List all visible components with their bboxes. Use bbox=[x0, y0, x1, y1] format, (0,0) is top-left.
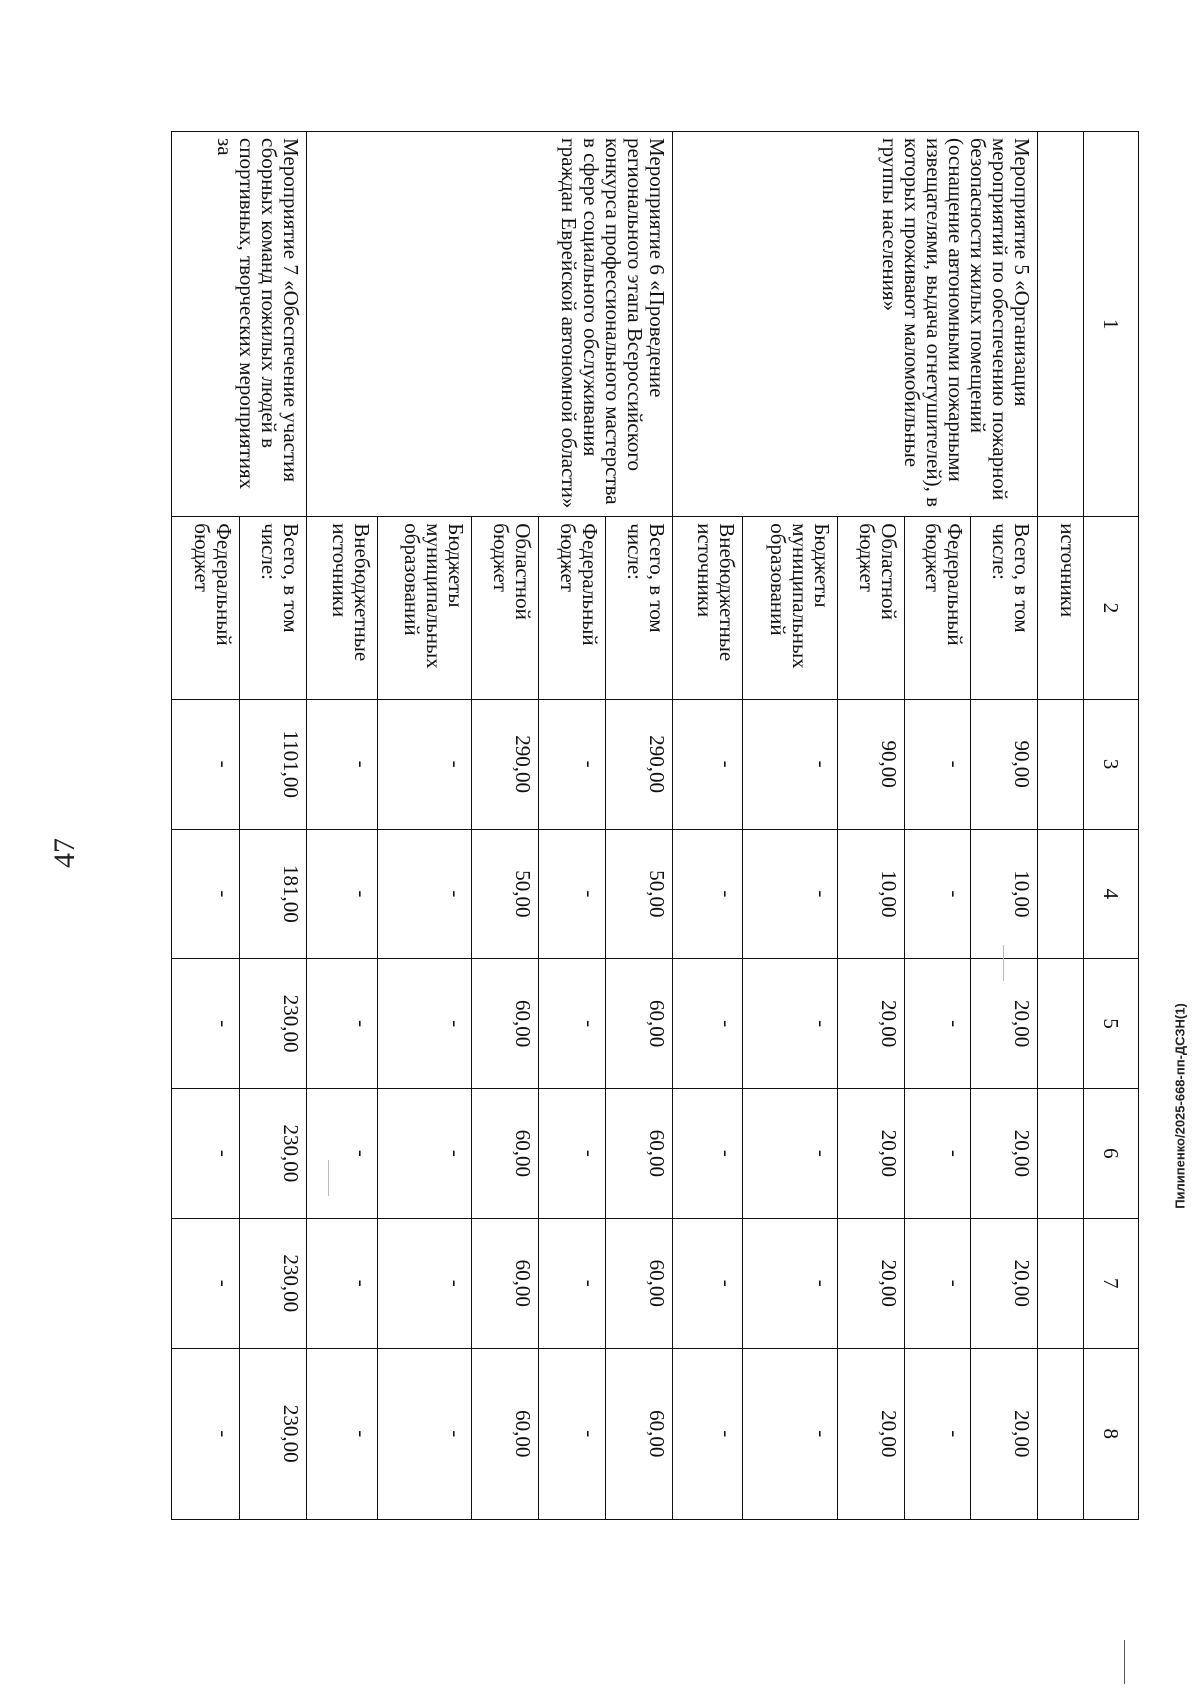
value-cell: - bbox=[672, 829, 743, 959]
value-cell: 20,00 bbox=[837, 1218, 904, 1348]
header-cell: 7 bbox=[1083, 1218, 1138, 1348]
value-cell: - bbox=[538, 959, 605, 1089]
value-cell: - bbox=[904, 1218, 971, 1348]
source-cell: Федеральный бюджет bbox=[904, 517, 971, 699]
budget-table bbox=[171, 131, 1139, 1520]
value-cell: - bbox=[743, 959, 838, 1089]
value-cell: - bbox=[538, 829, 605, 959]
value-cell: 10,00 bbox=[837, 829, 904, 959]
value-cell: 60,00 bbox=[605, 959, 672, 1089]
value-cell: - bbox=[377, 699, 472, 829]
value-cell: 60,00 bbox=[472, 959, 539, 1089]
value-cell: 50,00 bbox=[605, 829, 672, 959]
value-cell: - bbox=[172, 1089, 240, 1219]
value-cell: - bbox=[377, 1089, 472, 1219]
value-cell: - bbox=[307, 699, 378, 829]
value-cell bbox=[1038, 1218, 1083, 1348]
value-cell: 60,00 bbox=[605, 1218, 672, 1348]
header-row bbox=[1083, 132, 1138, 1520]
value-cell: - bbox=[377, 1218, 472, 1348]
value-cell: - bbox=[672, 1218, 743, 1348]
value-cell: - bbox=[307, 959, 378, 1089]
value-cell: - bbox=[904, 829, 971, 959]
scan-artifact-line bbox=[1003, 945, 1004, 981]
source-cell: Внебюджетные источники bbox=[672, 517, 743, 699]
value-cell: 20,00 bbox=[837, 959, 904, 1089]
event-title-cell: Мероприятие 6 «Проведение регионального этапа Всероссийского конкурса профессионального мастерства в сфере социального обслуживания граждан Еврейской автономной области» bbox=[307, 132, 673, 517]
value-cell: - bbox=[672, 959, 743, 1089]
value-cell: 20,00 bbox=[971, 1089, 1038, 1219]
source-cell: Всего, в том числе: bbox=[605, 517, 672, 699]
value-cell: - bbox=[538, 1348, 605, 1519]
value-cell: - bbox=[172, 1348, 240, 1519]
value-cell: - bbox=[307, 1348, 378, 1519]
value-cell: 290,00 bbox=[472, 699, 539, 829]
scan-mark bbox=[1124, 1640, 1125, 1684]
value-cell: - bbox=[743, 1218, 838, 1348]
value-cell bbox=[1038, 699, 1083, 829]
value-cell: - bbox=[377, 829, 472, 959]
value-cell: - bbox=[172, 1218, 240, 1348]
value-cell bbox=[1038, 1089, 1083, 1219]
source-cell: Областной бюджет bbox=[472, 517, 539, 699]
source-cell: Федеральный бюджет bbox=[172, 517, 240, 699]
value-cell: - bbox=[904, 1089, 971, 1219]
value-cell: - bbox=[377, 959, 472, 1089]
header-cell: 4 bbox=[1083, 829, 1138, 959]
source-cell: Всего, в том числе: bbox=[971, 517, 1038, 699]
value-cell: - bbox=[172, 699, 240, 829]
table-row bbox=[605, 132, 672, 1520]
value-cell bbox=[1038, 1348, 1083, 1519]
value-cell: 10,00 bbox=[971, 829, 1038, 959]
event-title-cell: Мероприятие 7 «Обеспечение участия сборных команд пожилых людей в спортивных, творческих мероприятиях за bbox=[172, 132, 307, 517]
value-cell: - bbox=[904, 959, 971, 1089]
value-cell: - bbox=[672, 1089, 743, 1219]
value-cell: 20,00 bbox=[971, 1218, 1038, 1348]
event-cell bbox=[1038, 132, 1083, 517]
value-cell: 230,00 bbox=[240, 1218, 307, 1348]
value-cell: 90,00 bbox=[971, 699, 1038, 829]
value-cell: 290,00 bbox=[605, 699, 672, 829]
value-cell: 20,00 bbox=[971, 959, 1038, 1089]
value-cell: - bbox=[538, 699, 605, 829]
value-cell: 60,00 bbox=[472, 1348, 539, 1519]
value-cell: 230,00 bbox=[240, 1348, 307, 1519]
document-code: Пилипенко/2025-668-пп-ДСЗН(1) bbox=[1172, 1003, 1188, 1209]
value-cell: - bbox=[307, 829, 378, 959]
value-cell bbox=[1038, 829, 1083, 959]
value-cell: - bbox=[377, 1348, 472, 1519]
header-cell: 1 bbox=[1083, 132, 1138, 517]
header-cell: 3 bbox=[1083, 699, 1138, 829]
value-cell: - bbox=[743, 1348, 838, 1519]
value-cell: - bbox=[743, 1089, 838, 1219]
value-cell: 230,00 bbox=[240, 1089, 307, 1219]
table-row bbox=[971, 132, 1038, 1520]
value-cell: - bbox=[172, 829, 240, 959]
value-cell: 230,00 bbox=[240, 959, 307, 1089]
source-cell: Областной бюджет bbox=[837, 517, 904, 699]
header-cell: 2 bbox=[1083, 517, 1138, 699]
value-cell: 20,00 bbox=[971, 1348, 1038, 1519]
value-cell: - bbox=[538, 1218, 605, 1348]
event-title-cell: Мероприятие 5 «Организация мероприятий по обеспечению пожарной безопасности жилых помещений (оснащение автономными пожарными извещателями, выдача огнетушителей), в которых проживают маломобильные группы населения» bbox=[672, 132, 1038, 517]
source-cell: Федеральный бюджет bbox=[538, 517, 605, 699]
header-cell: 5 bbox=[1083, 959, 1138, 1089]
header-cell: 8 bbox=[1083, 1348, 1138, 1519]
value-cell: - bbox=[307, 1089, 378, 1219]
value-cell: - bbox=[672, 699, 743, 829]
source-cell: Бюджеты муниципальных образований bbox=[743, 517, 838, 699]
rotated-table-container bbox=[171, 131, 1139, 1520]
value-cell bbox=[1038, 959, 1083, 1089]
value-cell: - bbox=[672, 1348, 743, 1519]
value-cell: 1101,00 bbox=[240, 699, 307, 829]
value-cell: 60,00 bbox=[472, 1218, 539, 1348]
value-cell: 20,00 bbox=[837, 1348, 904, 1519]
value-cell: 60,00 bbox=[605, 1348, 672, 1519]
value-cell: - bbox=[172, 959, 240, 1089]
value-cell: - bbox=[538, 1089, 605, 1219]
source-cell: Всего, в том числе: bbox=[240, 517, 307, 699]
value-cell: - bbox=[743, 699, 838, 829]
source-cell: источники bbox=[1038, 517, 1083, 699]
value-cell: - bbox=[743, 829, 838, 959]
value-cell: 60,00 bbox=[472, 1089, 539, 1219]
value-cell: - bbox=[307, 1218, 378, 1348]
value-cell: - bbox=[904, 1348, 971, 1519]
continuation-row bbox=[1038, 132, 1083, 1520]
source-cell: Внебюджетные источники bbox=[307, 517, 378, 699]
scan-artifact-line bbox=[328, 1160, 329, 1196]
value-cell: 181,00 bbox=[240, 829, 307, 959]
value-cell: 20,00 bbox=[837, 1089, 904, 1219]
source-cell: Бюджеты муниципальных образований bbox=[377, 517, 472, 699]
page-number: 47 bbox=[48, 838, 81, 868]
value-cell: 50,00 bbox=[472, 829, 539, 959]
value-cell: 60,00 bbox=[605, 1089, 672, 1219]
header-cell: 6 bbox=[1083, 1089, 1138, 1219]
table-row bbox=[240, 132, 307, 1520]
table-body bbox=[172, 132, 1139, 1520]
value-cell: 90,00 bbox=[837, 699, 904, 829]
value-cell: - bbox=[904, 699, 971, 829]
